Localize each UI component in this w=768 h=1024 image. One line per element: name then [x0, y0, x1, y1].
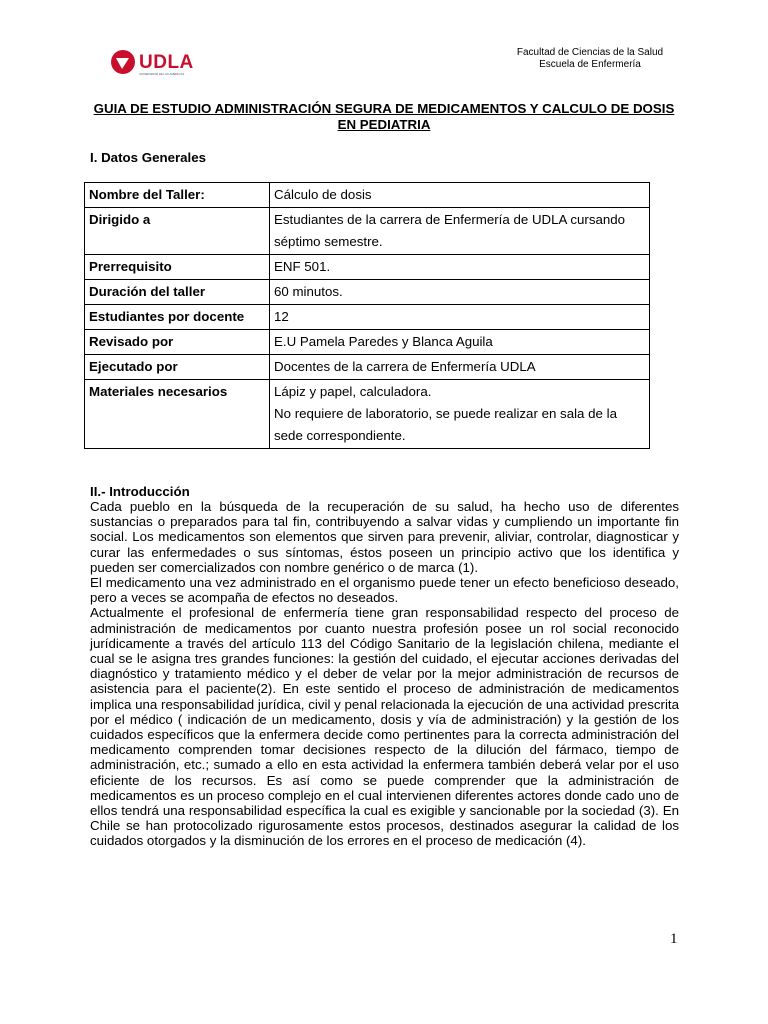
introduction-body	[90, 499, 679, 849]
table-row	[85, 183, 650, 208]
school-name: Escuela de Enfermería	[539, 59, 641, 70]
table-value	[270, 380, 650, 449]
table-label: Nombre del Taller:	[85, 183, 270, 208]
table-value: ENF 501.	[270, 255, 650, 280]
table-row	[85, 380, 650, 449]
table-value: E.U Pamela Paredes y Blanca Aguila	[270, 330, 650, 355]
table-value: Estudiantes de la carrera de Enfermería de UDLA cursando séptimo semestre.	[270, 208, 650, 255]
section-heading-general-data: I. Datos Generales	[90, 150, 207, 165]
udla-logo	[108, 46, 208, 80]
table-value-line: No requiere de laboratorio, se puede realizar en sala de la sede correspondiente.	[274, 406, 617, 443]
institution-header	[490, 47, 690, 71]
table-label: Dirigido a	[85, 208, 270, 255]
table-label: Prerrequisito	[85, 255, 270, 280]
logo-tagline: UNIVERSIDAD DE LAS AMÉRICAS	[139, 72, 185, 76]
table-value: 12	[270, 305, 650, 330]
general-data-table	[84, 182, 650, 449]
table-value: Docentes de la carrera de Enfermería UDLA	[270, 355, 650, 380]
faculty-name: Facultad de Ciencias de la Salud	[516, 47, 664, 58]
table-row	[85, 330, 650, 355]
paragraph: El medicamento una vez administrado en el organismo puede tener un efecto beneficioso deseado, pero a veces se acompaña de efectos no deseados.	[90, 575, 679, 606]
table-label: Materiales necesarios	[85, 380, 270, 449]
table-label: Estudiantes por docente	[85, 305, 270, 330]
table-row	[85, 355, 650, 380]
table-label: Ejecutado por	[85, 355, 270, 380]
logo-text: UDLA	[139, 52, 194, 73]
document-title: GUIA DE ESTUDIO ADMINISTRACIÓN SEGURA DE MEDICAMENTOS Y CALCULO DE DOSIS EN PEDIATRIA	[93, 101, 675, 132]
paragraph: Actualmente el profesional de enfermería tiene gran responsabilidad respecto del proceso de administración de medicamentos por cuanto nuestra profesión posee un rol social reconocido jurídicamente a través del artículo 113 del Código Sanitario de la legislación chilena, mediante el cual se le asigna tres grandes funciones: la gestión del cuidado, el ejecutar acciones derivadas del diagnóstico y tratamiento médico y el deber de velar por la mejor administración de recursos de asistencia para el paciente(2). En este sentido el proceso de administración de medicamentos implica una responsabilidad jurídica, civil y penal relacionada la ejecución de una actividad prescrita por el médico ( indicación de un medicamento, dosis y vía de administración) y la gestión de los cuidados específicos que la enfermera decide como pertinentes para la correcta administración del medicamento comprenden tomar decisiones respecto de la dilución del fármaco, tiempo de administración, etc.; sumado a ello en esta actividad la enfermera también deberá velar por el uso eficiente de los recursos. Es así como se puede comprender que la administración de medicamentos es un proceso complejo en el cual intervienen diferentes actores donde cado uno de ellos tendrá una responsabilidad específica la cual es exigible y sancionable por la sociedad (3). En Chile se han protocolizado rigurosamente estos procesos, destinados asegurar la calidad de los cuidados otorgados y la disminución de los errores en el proceso de medicación (4).	[90, 605, 679, 849]
page-number: 1	[670, 931, 678, 947]
table-row	[85, 280, 650, 305]
table-row	[85, 255, 650, 280]
table-label: Revisado por	[85, 330, 270, 355]
table-label: Duración del taller	[85, 280, 270, 305]
table-value-line: Lápiz y papel, calculadora.	[274, 384, 432, 399]
table-value: Cálculo de dosis	[270, 183, 650, 208]
table-row	[85, 208, 650, 255]
section-heading-introduction: II.- Introducción	[90, 484, 190, 499]
table-value: 60 minutos.	[270, 280, 650, 305]
table-row	[85, 305, 650, 330]
paragraph: Cada pueblo en la búsqueda de la recuperación de su salud, ha hecho uso de diferentes sustancias o preparados para tal fin, contribuyendo a salvar vidas y cumpliendo un importante fin social. Los medicamentos son elementos que sirven para prevenir, aliviar, controlar, diagnosticar y curar las enfermedades o sus síntomas, éstos poseen un principio activo que los identifica y pueden ser comercializados con nombre genérico o de marca (1).	[90, 499, 679, 575]
